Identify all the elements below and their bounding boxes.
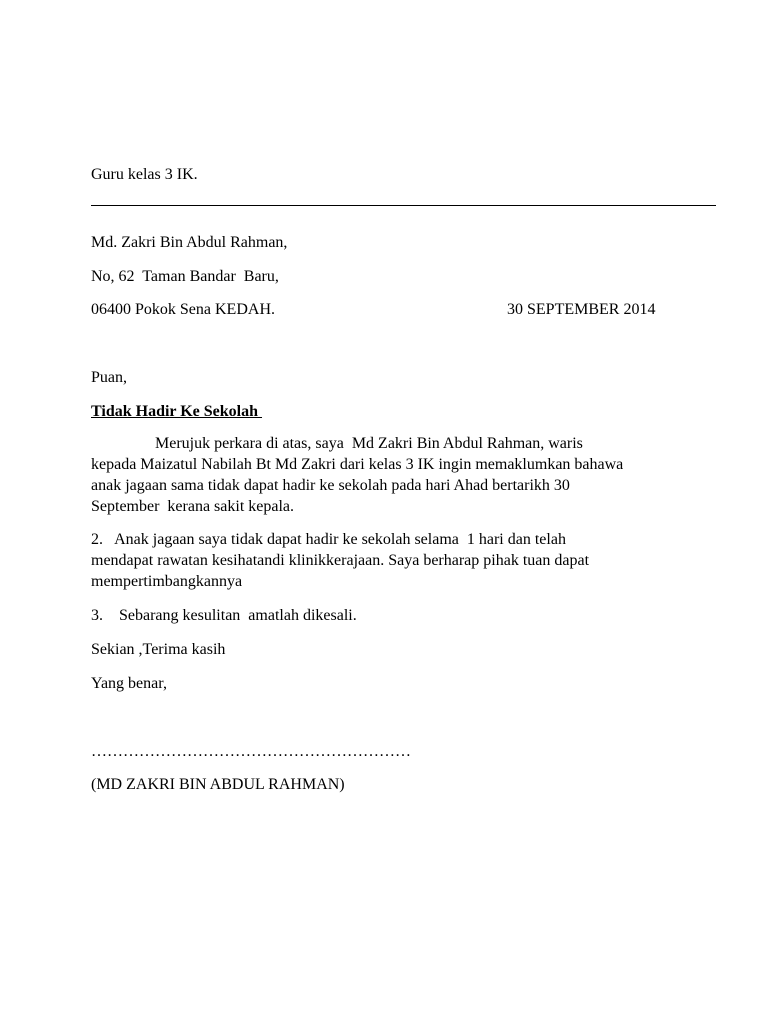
paragraph2-line2: mendapat rawatan kesihatandi klinikkerajaan. Saya berharap pihak tuan dapat bbox=[91, 552, 590, 569]
sender-address-line2: 06400 Pokok Sena KEDAH. bbox=[91, 301, 275, 318]
sender-name: Md. Zakri Bin Abdul Rahman, bbox=[91, 234, 288, 251]
signature-name: (MD ZAKRI BIN ABDUL RAHMAN) bbox=[91, 776, 345, 793]
paragraph2-line3: mempertimbangkannya bbox=[91, 573, 243, 590]
salutation: Puan, bbox=[91, 369, 127, 386]
paragraph1-line1: Merujuk perkara di atas, saya Md Zakri Bin Abdul Rahman, waris bbox=[155, 435, 583, 452]
paragraph3: 3. Sebarang kesulitan amatlah dikesali. bbox=[91, 607, 357, 624]
paragraph2-line1: 2. Anak jagaan saya tidak dapat hadir ke sekolah selama 1 hari dan telah bbox=[91, 531, 566, 548]
signature-dotted-line: …………………………………………………… bbox=[91, 743, 411, 760]
letter-date: 30 SEPTEMBER 2014 bbox=[507, 301, 656, 318]
subject-heading: Tidak Hadir Ke Sekolah bbox=[91, 403, 263, 420]
sender-address-line1: No, 62 Taman Bandar Baru, bbox=[91, 268, 279, 285]
paragraph1-line3: anak jagaan sama tidak dapat hadir ke sekolah pada hari Ahad bertarikh 30 bbox=[91, 477, 570, 494]
recipient-line: Guru kelas 3 IK. bbox=[91, 166, 198, 183]
paragraph1-line2: kepada Maizatul Nabilah Bt Md Zakri dari kelas 3 IK ingin memaklumkan bahawa bbox=[91, 456, 624, 473]
closing-yours: Yang benar, bbox=[91, 675, 167, 692]
horizontal-rule bbox=[91, 205, 716, 206]
closing-thanks: Sekian ,Terima kasih bbox=[91, 641, 226, 658]
paragraph1-line4: September kerana sakit kepala. bbox=[91, 498, 295, 515]
